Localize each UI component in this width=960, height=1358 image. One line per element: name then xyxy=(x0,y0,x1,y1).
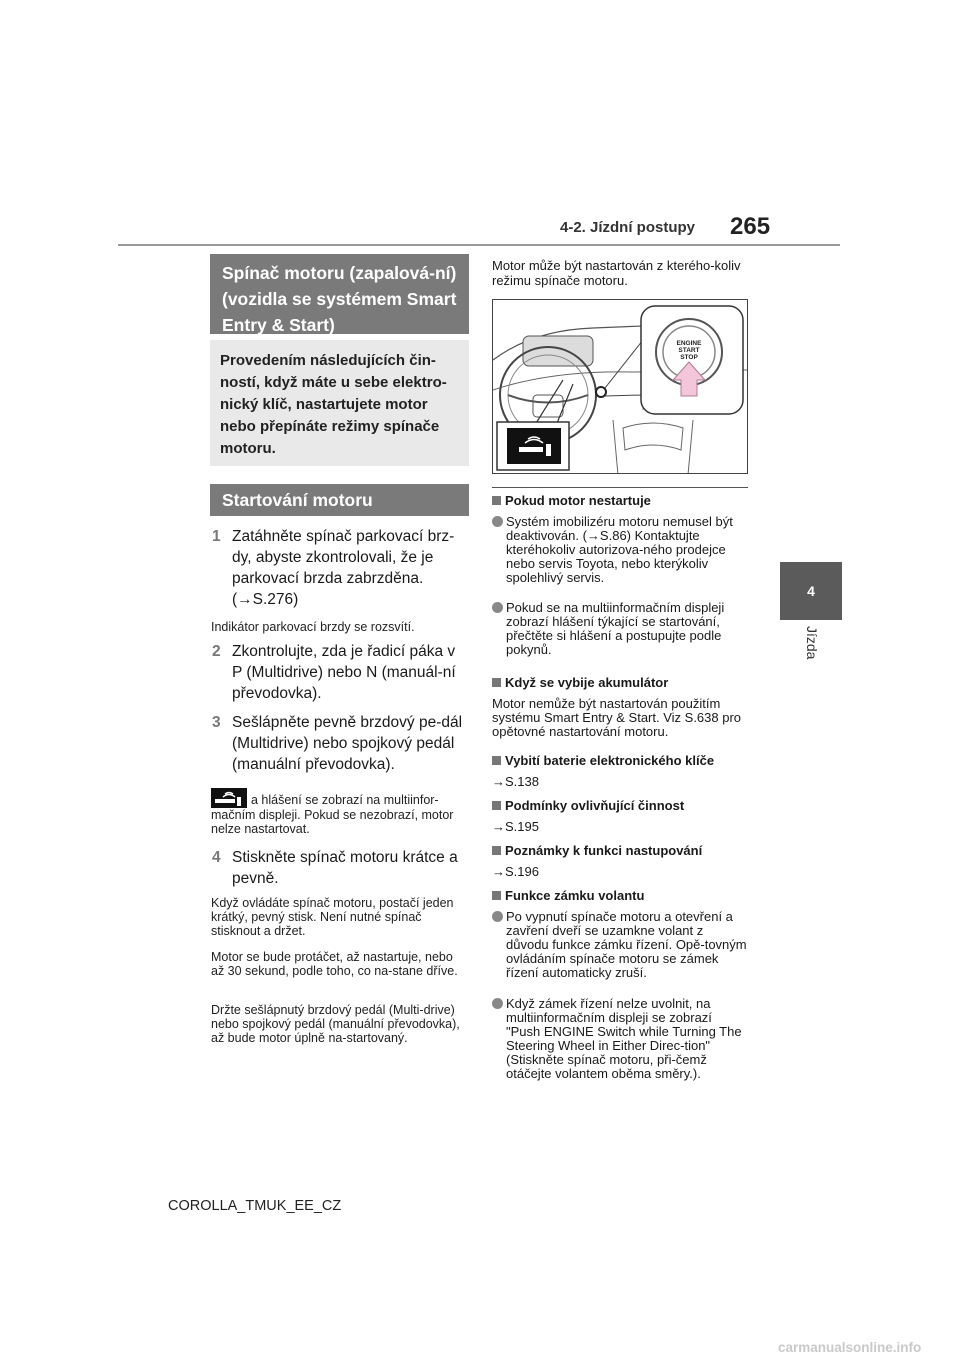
square-bullet-icon xyxy=(492,891,501,900)
step-number: 4 xyxy=(212,849,221,866)
entry-notes-ref: →S.196 xyxy=(492,864,539,879)
battery-discharged-text: Motor nemůže být nastartován použitím systému Smart Entry & Start. Viz S.638 pro opětovné nastartování motoru. xyxy=(492,696,742,739)
circle-bullet-icon xyxy=(492,998,503,1009)
page-number: 265 xyxy=(730,213,771,240)
engine-switch-illustration xyxy=(492,299,748,474)
right-intro: Motor může být nastartován z kterého-koliv režimu spínače motoru. xyxy=(492,258,741,288)
bullet-immobilizer: Systém imobilizéru motoru nemusel být deaktivován. (→S.86) Kontaktujte kteréhokoliv autorizova-ného prodejce nebo servis Toyota, nebo kterýkoliv spolehlivý servis. xyxy=(492,515,748,585)
chapter-number: 4 xyxy=(807,583,815,599)
conditions-ref: →S.195 xyxy=(492,819,539,834)
heading-entry-notes: Poznámky k funkci nastupování xyxy=(492,843,748,858)
watermark: carmanualsonline.info xyxy=(778,1340,922,1355)
step-number: 2 xyxy=(212,643,221,660)
step-1 xyxy=(212,526,468,610)
circle-bullet-icon xyxy=(492,516,503,527)
heading-battery-discharged: Když se vybije akumulátor xyxy=(492,675,748,690)
step-3-note-text: a hlášení se zobrazí na multiinfor-mačním displeji. Pokud se nezobrazí, motor nelze nastartovat. xyxy=(211,793,454,836)
circle-bullet-icon xyxy=(492,602,503,613)
step-3-note xyxy=(211,788,469,836)
main-heading: Spínač motoru (zapalová-ní) (vozidla se systémem Smart Entry & Start) xyxy=(210,254,469,334)
note-hold-pedal: Držte sešlápnutý brzdový pedál (Multi-drive) nebo spojkový pedál (manuální převodovka), až bude motor úplně na-startovaný. xyxy=(211,1003,460,1045)
heading-engine-not-starting: Pokud motor nestartuje xyxy=(492,493,748,508)
engine-start-stop-label: ENGINE START STOP xyxy=(676,340,702,361)
square-bullet-icon xyxy=(492,846,501,855)
step-text: Zkontrolujte, zda je řadicí páka v P (Multidrive) nebo N (manuál-ní převodovka). xyxy=(232,643,456,702)
step-2 xyxy=(212,641,468,704)
step-1-note: Indikátor parkovací brzdy se rozsvítí. xyxy=(211,620,415,634)
bullet-message: Pokud se na multiinformačním displeji zobrazí hlášení týkající se startování, přečtěte si hlášení a postupujte podle pokynů. xyxy=(492,601,748,657)
bullet-steering-lock: Po vypnutí spínače motoru a otevření a zavření dveří se uzamkne volant z důvodu funkce zámku řízení. Opě-tovným ovládáním spínače motoru se zámek řízení automaticky zruší. xyxy=(492,910,748,980)
bullet-steering-release: Když zámek řízení nelze uvolnit, na multiinformačním displeji se zobrazí "Push ENGINE Switch while Turning The Steering Wheel in Either Direc-tion" (Stiskněte spínač motoru, při-čemž otáčejte volantem oběma směry.). xyxy=(492,997,748,1081)
intro-box: Provedením následujících čin-ností, když máte u sebe elektro-nický klíč, nastartujete motor nebo přepínáte režimy spínače motoru. xyxy=(210,340,469,466)
key-battery-ref: →S.138 xyxy=(492,774,539,789)
step-3 xyxy=(212,712,468,775)
document-code: COROLLA_TMUK_EE_CZ xyxy=(168,1198,342,1214)
section-title: 4-2. Jízdní postupy xyxy=(560,219,696,236)
note-cranking: Motor se bude protáčet, až nastartuje, nebo až 30 sekund, podle toho, co na-stane dříve. xyxy=(211,950,458,978)
step-text: Sešlápněte pevně brzdový pe-dál (Multidrive) nebo spojkový pedál (manuální převodovka). xyxy=(232,714,463,773)
square-bullet-icon xyxy=(492,801,501,810)
step-text: Zatáhněte spínač parkovací brz-dy, abyste zkontrolovali, že je parkovací brzda zabrzděna. (→S.276) xyxy=(232,528,455,608)
chapter-tab xyxy=(780,562,842,620)
square-bullet-icon xyxy=(492,756,501,765)
step-number: 1 xyxy=(212,528,221,545)
figure-divider xyxy=(492,487,748,488)
chapter-label: Jízda xyxy=(804,626,820,660)
sub-heading: Startování motoru xyxy=(210,484,469,516)
heading-steering-lock: Funkce zámku volantu xyxy=(492,888,748,903)
step-4 xyxy=(212,847,468,889)
square-bullet-icon xyxy=(492,496,501,505)
smart-key-message-icon xyxy=(211,788,247,808)
circle-bullet-icon xyxy=(492,911,503,922)
square-bullet-icon xyxy=(492,678,501,687)
heading-conditions: Podmínky ovlivňující činnost xyxy=(492,798,748,813)
header-divider xyxy=(118,244,840,246)
heading-key-battery: Vybití baterie elektronického klíče xyxy=(492,753,748,768)
step-text: Stiskněte spínač motoru krátce a pevně. xyxy=(232,849,458,887)
step-number: 3 xyxy=(212,714,221,731)
note-single-press: Když ovládáte spínač motoru, postačí jeden krátký, pevný stisk. Není nutné spínač stisknout a držet. xyxy=(211,896,454,938)
